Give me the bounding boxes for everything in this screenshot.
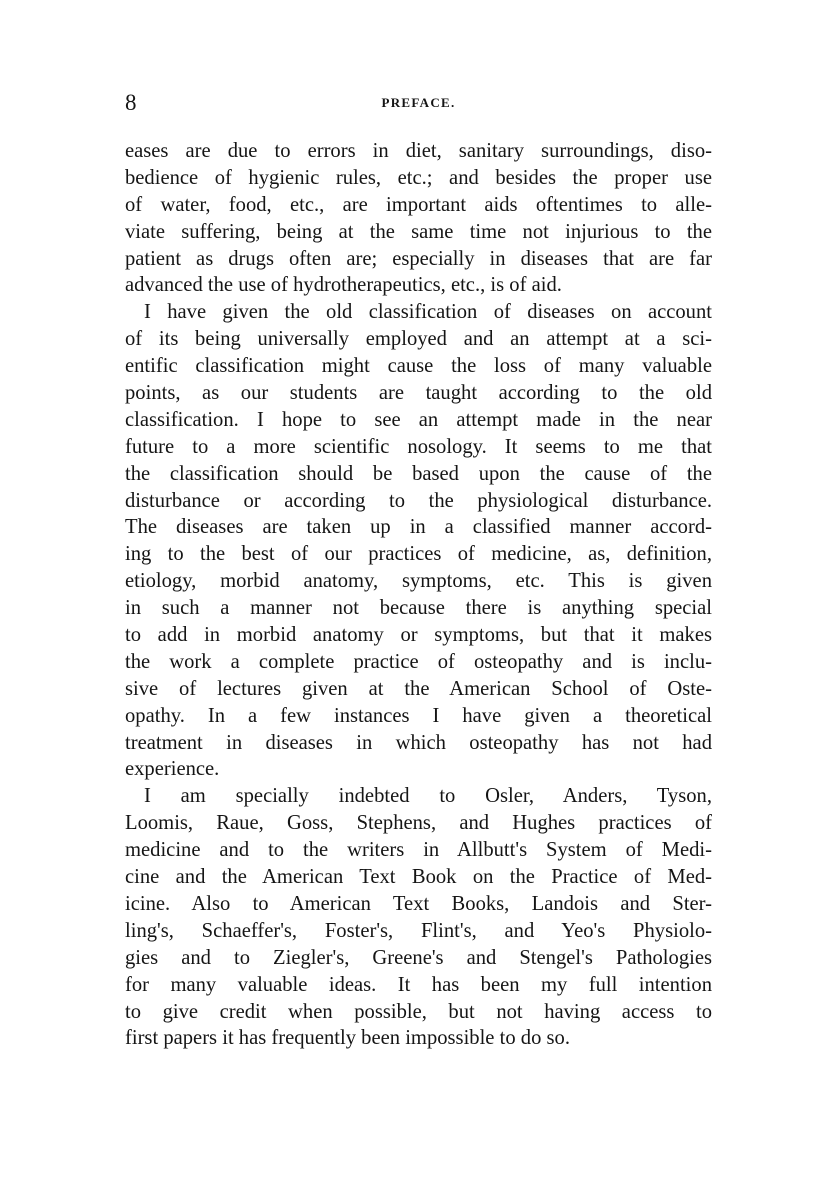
text-line: treatment in diseases in which osteopathy has not had — [125, 731, 712, 754]
text-line: classification. I hope to see an attempt made in the near — [125, 408, 712, 431]
paragraph-classification — [125, 299, 712, 783]
text-line: medicine and to the writers in Allbutt's System of Medi- — [125, 839, 712, 862]
text-line: to give credit when possible, but not having access to — [125, 1000, 712, 1023]
text-line: sive of lectures given at the American School of Oste- — [125, 677, 712, 700]
text-line: for many valuable ideas. It has been my full intention — [125, 973, 712, 996]
text-line: in such a manner not because there is anything special — [125, 597, 712, 620]
text-line: future to a more scientific nosology. It seems to me that — [125, 435, 712, 458]
text-line: bedience of hygienic rules, etc.; and besides the proper use — [125, 166, 712, 189]
text-line: the classification should be based upon the cause of the — [125, 462, 712, 485]
text-line: gies and to Ziegler's, Greene's and Stengel's Pathologies — [125, 946, 712, 969]
text-line: I am specially indebted to Osler, Anders, Tyson, — [144, 785, 712, 808]
page-header — [125, 88, 705, 118]
text-line: disturbance or according to the physiological disturbance. — [125, 489, 712, 512]
text-line: entific classification might cause the loss of many valuable — [125, 355, 712, 378]
text-line: ling's, Schaeffer's, Foster's, Flint's, and Yeo's Physiolo- — [125, 919, 712, 942]
text-line: advanced the use of hydrotherapeutics, etc., is of aid. — [125, 274, 562, 297]
text-line: Loomis, Raue, Goss, Stephens, and Hughes practices of — [125, 812, 712, 835]
text-line: opathy. In a few instances I have given a theoretical — [125, 704, 712, 727]
text-line: etiology, morbid anatomy, symptoms, etc. This is given — [125, 570, 712, 593]
preface-body — [125, 138, 712, 1052]
text-line: experience. — [125, 758, 220, 781]
text-line: of water, food, etc., are important aids oftentimes to alle- — [125, 193, 712, 216]
text-line: eases are due to errors in diet, sanitary surroundings, diso- — [125, 140, 712, 162]
text-line: of its being universally employed and an attempt at a sci- — [125, 328, 712, 351]
text-line: icine. Also to American Text Books, Landois and Ster- — [125, 892, 712, 915]
text-line: points, as our students are taught according to the old — [125, 382, 712, 405]
text-line: cine and the American Text Book on the Practice of Med- — [125, 866, 712, 889]
paragraph-acknowledgements — [125, 783, 712, 1052]
text-line: first papers it has frequently been impossible to do so. — [125, 1027, 570, 1050]
paragraph-continuation — [125, 138, 712, 299]
text-line: to add in morbid anatomy or symptoms, but that it makes — [125, 624, 712, 647]
page-number: 8 — [125, 90, 137, 115]
text-line: viate suffering, being at the same time not injurious to the — [125, 220, 712, 243]
text-line: I have given the old classification of diseases on account — [144, 301, 712, 324]
text-line: The diseases are taken up in a classified manner accord- — [125, 516, 712, 539]
running-head: PREFACE. — [381, 95, 456, 110]
text-line: the work a complete practice of osteopathy and is inclu- — [125, 650, 712, 673]
text-line: ing to the best of our practices of medicine, as, definition, — [125, 543, 712, 566]
text-line: patient as drugs often are; especially in diseases that are far — [125, 247, 712, 270]
